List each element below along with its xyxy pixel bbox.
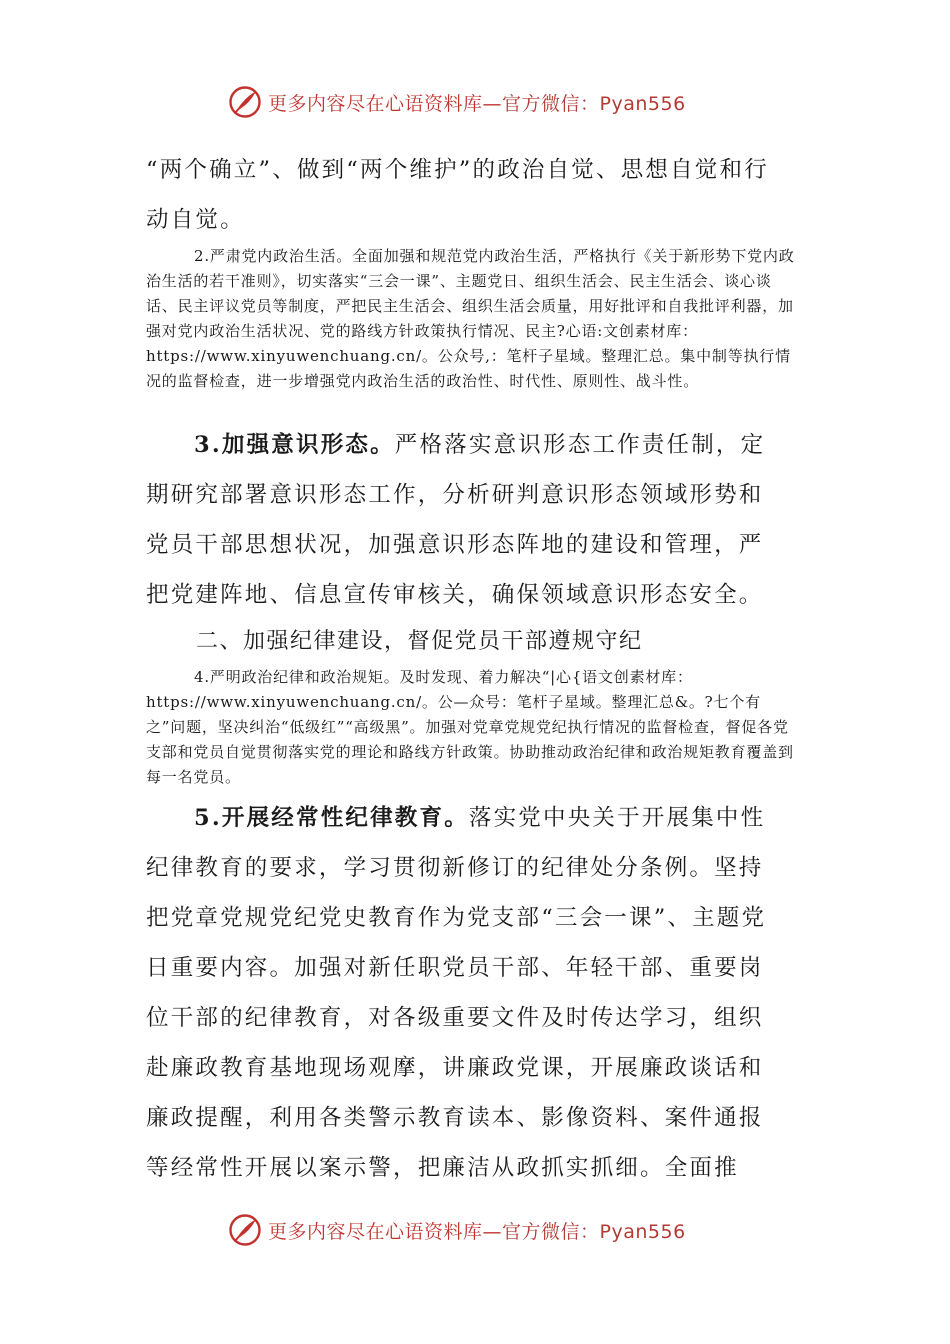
- paragraph-3: [146, 420, 786, 620]
- paragraph-2: 2.严肃党内政治生活。全面加强和规范党内政治生活，严格执行《关于新形势下党内政治生活的若干准则》，切实落实“三会一课”、主题党日、组织生活会、民主生活会、谈心谈话、民主评议党员等制度，严把民主生活会、组织生活会质量，用好批评和自我批评利器，加强对党内政治生活状况、党的路线方针政策执行情况、民主?心语:文创素材库：https://www.xinyuwenchuang.cn/。公众号,：笔杆子星域。整理汇总。集中制等执行情况的监督检查，进一步增强党内政治生活的政治性、时代性、原则性、战斗性。: [146, 247, 795, 390]
- paragraph-5-body: 落实党中央关于开展集中性纪律教育的要求，学习贯彻新修订的纪律处分条例。坚持把党章党规党纪党史教育作为党支部“三会一课”、主题党日重要内容。加强对新任职党员干部、年轻干部、重要岗位干部的纪律教育，对各级重要文件及时传达学习，组织赴廉政教育基地现场观摩，讲廉政党课，开展廉政谈话和廉政提醒，利用各类警示教育读本、影像资料、案件通报等经常性开展以案示警，把廉洁从政抓实抓细。全面推: [146, 805, 767, 1181]
- quill-pen-logo-icon: [228, 1213, 262, 1247]
- paragraph-4: 4.严明政治纪律和政治规矩。及时发现、着力解决“|心{语文创素材库：https://www.xinyuwenchuang.cn/。公—众号：笔杆子星域。整理汇总&。?七个有之”问题，坚决纠治“低级红”“高级黑”。加强对党章党规党纪执行情况的监督检查，督促各党支部和党员自觉贯彻落实党的理论和路线方针政策。协助推动政治纪律和政治规矩教育覆盖到每一名党员。: [146, 668, 794, 786]
- paragraph-3-body: 严格落实意识形态工作责任制，定期研究部署意识形态工作，分析研判意识形态领域形势和党员干部思想状况，加强意识形态阵地的建设和管理，严把党建阵地、信息宣传审核关，确保领域意识形态安全。: [146, 432, 766, 608]
- quill-pen-logo-icon: [228, 85, 262, 119]
- paragraph-5: [146, 793, 786, 1193]
- watermark-text: 更多内容尽在心语资料库—官方微信：Pyan556: [268, 1220, 686, 1243]
- paragraph-3-heading: 3.加强意识形态。: [194, 432, 395, 458]
- header-watermark: [228, 82, 686, 122]
- section-title-discipline: 二、加强纪律建设，督促党员干部遵规守纪: [196, 629, 643, 654]
- paragraph-5-heading: 5.开展经常性纪律教育。: [194, 805, 469, 831]
- paragraph-1: “两个确立”、做到“两个维护”的政治自觉、思想自觉和行动自觉。: [146, 157, 769, 233]
- watermark-text: 更多内容尽在心语资料库—官方微信：Pyan556: [268, 92, 686, 115]
- footer-watermark: [228, 1210, 686, 1250]
